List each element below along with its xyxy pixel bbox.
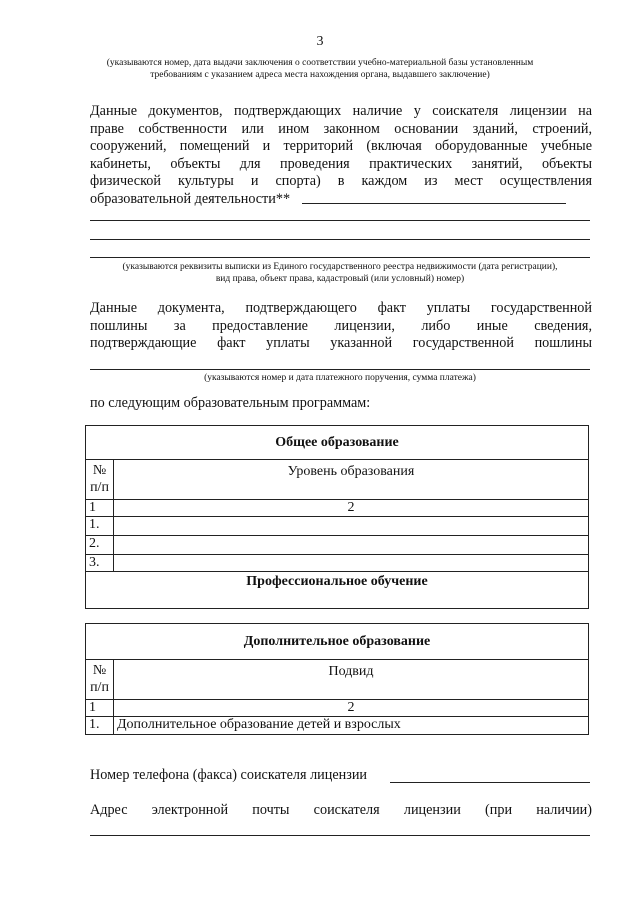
property-fill-line-2 (90, 239, 590, 240)
property-line-1: Данные документов, подтверждающих наличие у соискателя лицензии на (90, 103, 592, 119)
email-word-6: (при (485, 802, 513, 818)
page-number: 3 (316, 34, 324, 49)
property-note (80, 261, 600, 285)
conclusion-note-line1: (указываются номер, дата выдачи заключения о соответствии учебно-материальной базы установленным (106, 58, 534, 68)
general-row-2-level (114, 536, 589, 555)
fee-fill-line (90, 369, 590, 370)
additional-education-table (85, 623, 589, 735)
additional-col-num-line1: № (92, 663, 107, 678)
additional-row-1-num: 1. (86, 717, 114, 735)
email-label (90, 802, 592, 819)
general-col-num-line1: № (92, 463, 107, 478)
property-fill-line-inline (302, 203, 566, 204)
general-education-table (85, 425, 589, 609)
general-row-1-level (114, 517, 589, 536)
property-note-line2: вид права, объект права, кадастровый (или условный) номер) (215, 274, 465, 284)
general-col-num-line2: п/п (90, 480, 109, 495)
additional-col-num-line2: п/п (90, 680, 109, 695)
additional-col-subtype-header: Подвид (114, 660, 589, 700)
fee-line-1: Данные документа, подтверждающего факт уплаты государственной (90, 300, 592, 316)
property-line-5: физической культуры и спорта) в каждом из мест осуществления (90, 173, 592, 189)
additional-row-1-text: Дополнительное образование детей и взрослых (114, 717, 589, 735)
email-word-3: почты (252, 802, 290, 818)
email-word-2: электронной (151, 802, 229, 818)
general-row-2-num: 2. (86, 536, 114, 555)
property-line-2: праве собственности или ином законном основании зданий, строений, (90, 120, 592, 137)
general-col-level-header: Уровень образования (114, 460, 589, 500)
email-word-4: соискателя (313, 802, 380, 818)
email-word-7: наличии) (536, 802, 592, 818)
property-docs-paragraph (90, 103, 592, 208)
general-col-num-header (86, 460, 114, 500)
additional-index-col1: 1 (86, 700, 114, 717)
property-fill-line-1 (90, 220, 590, 221)
fee-docs-paragraph (90, 300, 592, 353)
fee-line-3: подтверждающие факт уплаты указанной государственной пошлины (90, 335, 592, 351)
additional-education-title: Дополнительное образование (86, 624, 589, 660)
general-row-1-num: 1. (86, 517, 114, 536)
general-row-3-level (114, 555, 589, 572)
property-line-4: кабинеты, объекты для проведения практических занятий, объекты (90, 155, 592, 172)
property-note-line1: (указываются реквизиты выписки из Единого государственного реестра недвижимости (дата регистрации), (122, 262, 558, 272)
general-index-col1: 1 (86, 500, 114, 517)
conclusion-note (70, 57, 570, 81)
phone-fill-line (390, 782, 590, 783)
professional-training-section: Профессиональное обучение (86, 572, 589, 609)
general-row-3-num: 3. (86, 555, 114, 572)
email-word-1: Адрес (90, 802, 128, 818)
email-word-5: лицензии (403, 802, 461, 818)
general-index-col2: 2 (114, 500, 589, 517)
general-education-title: Общее образование (86, 426, 589, 460)
additional-index-col2: 2 (114, 700, 589, 717)
programs-intro: по следующим образовательным программам: (90, 395, 371, 411)
property-line-3: сооружений, помещений и территорий (включая оборудованные учебные (90, 138, 592, 154)
fee-note: (указываются номер и дата платежного поручения, сумма платежа) (204, 373, 476, 383)
conclusion-note-line2: требованиям с указанием адреса места нахождения органа, выдавшего заключение) (150, 70, 490, 80)
property-line-6: образовательной деятельности** (90, 190, 291, 207)
additional-col-num-header (86, 660, 114, 700)
property-fill-line-3 (90, 257, 590, 258)
phone-label: Номер телефона (факса) соискателя лицензии (90, 767, 368, 783)
fee-line-2: пошлины за предоставление лицензии, либо иные сведения, (90, 317, 592, 334)
email-fill-line (90, 835, 590, 836)
